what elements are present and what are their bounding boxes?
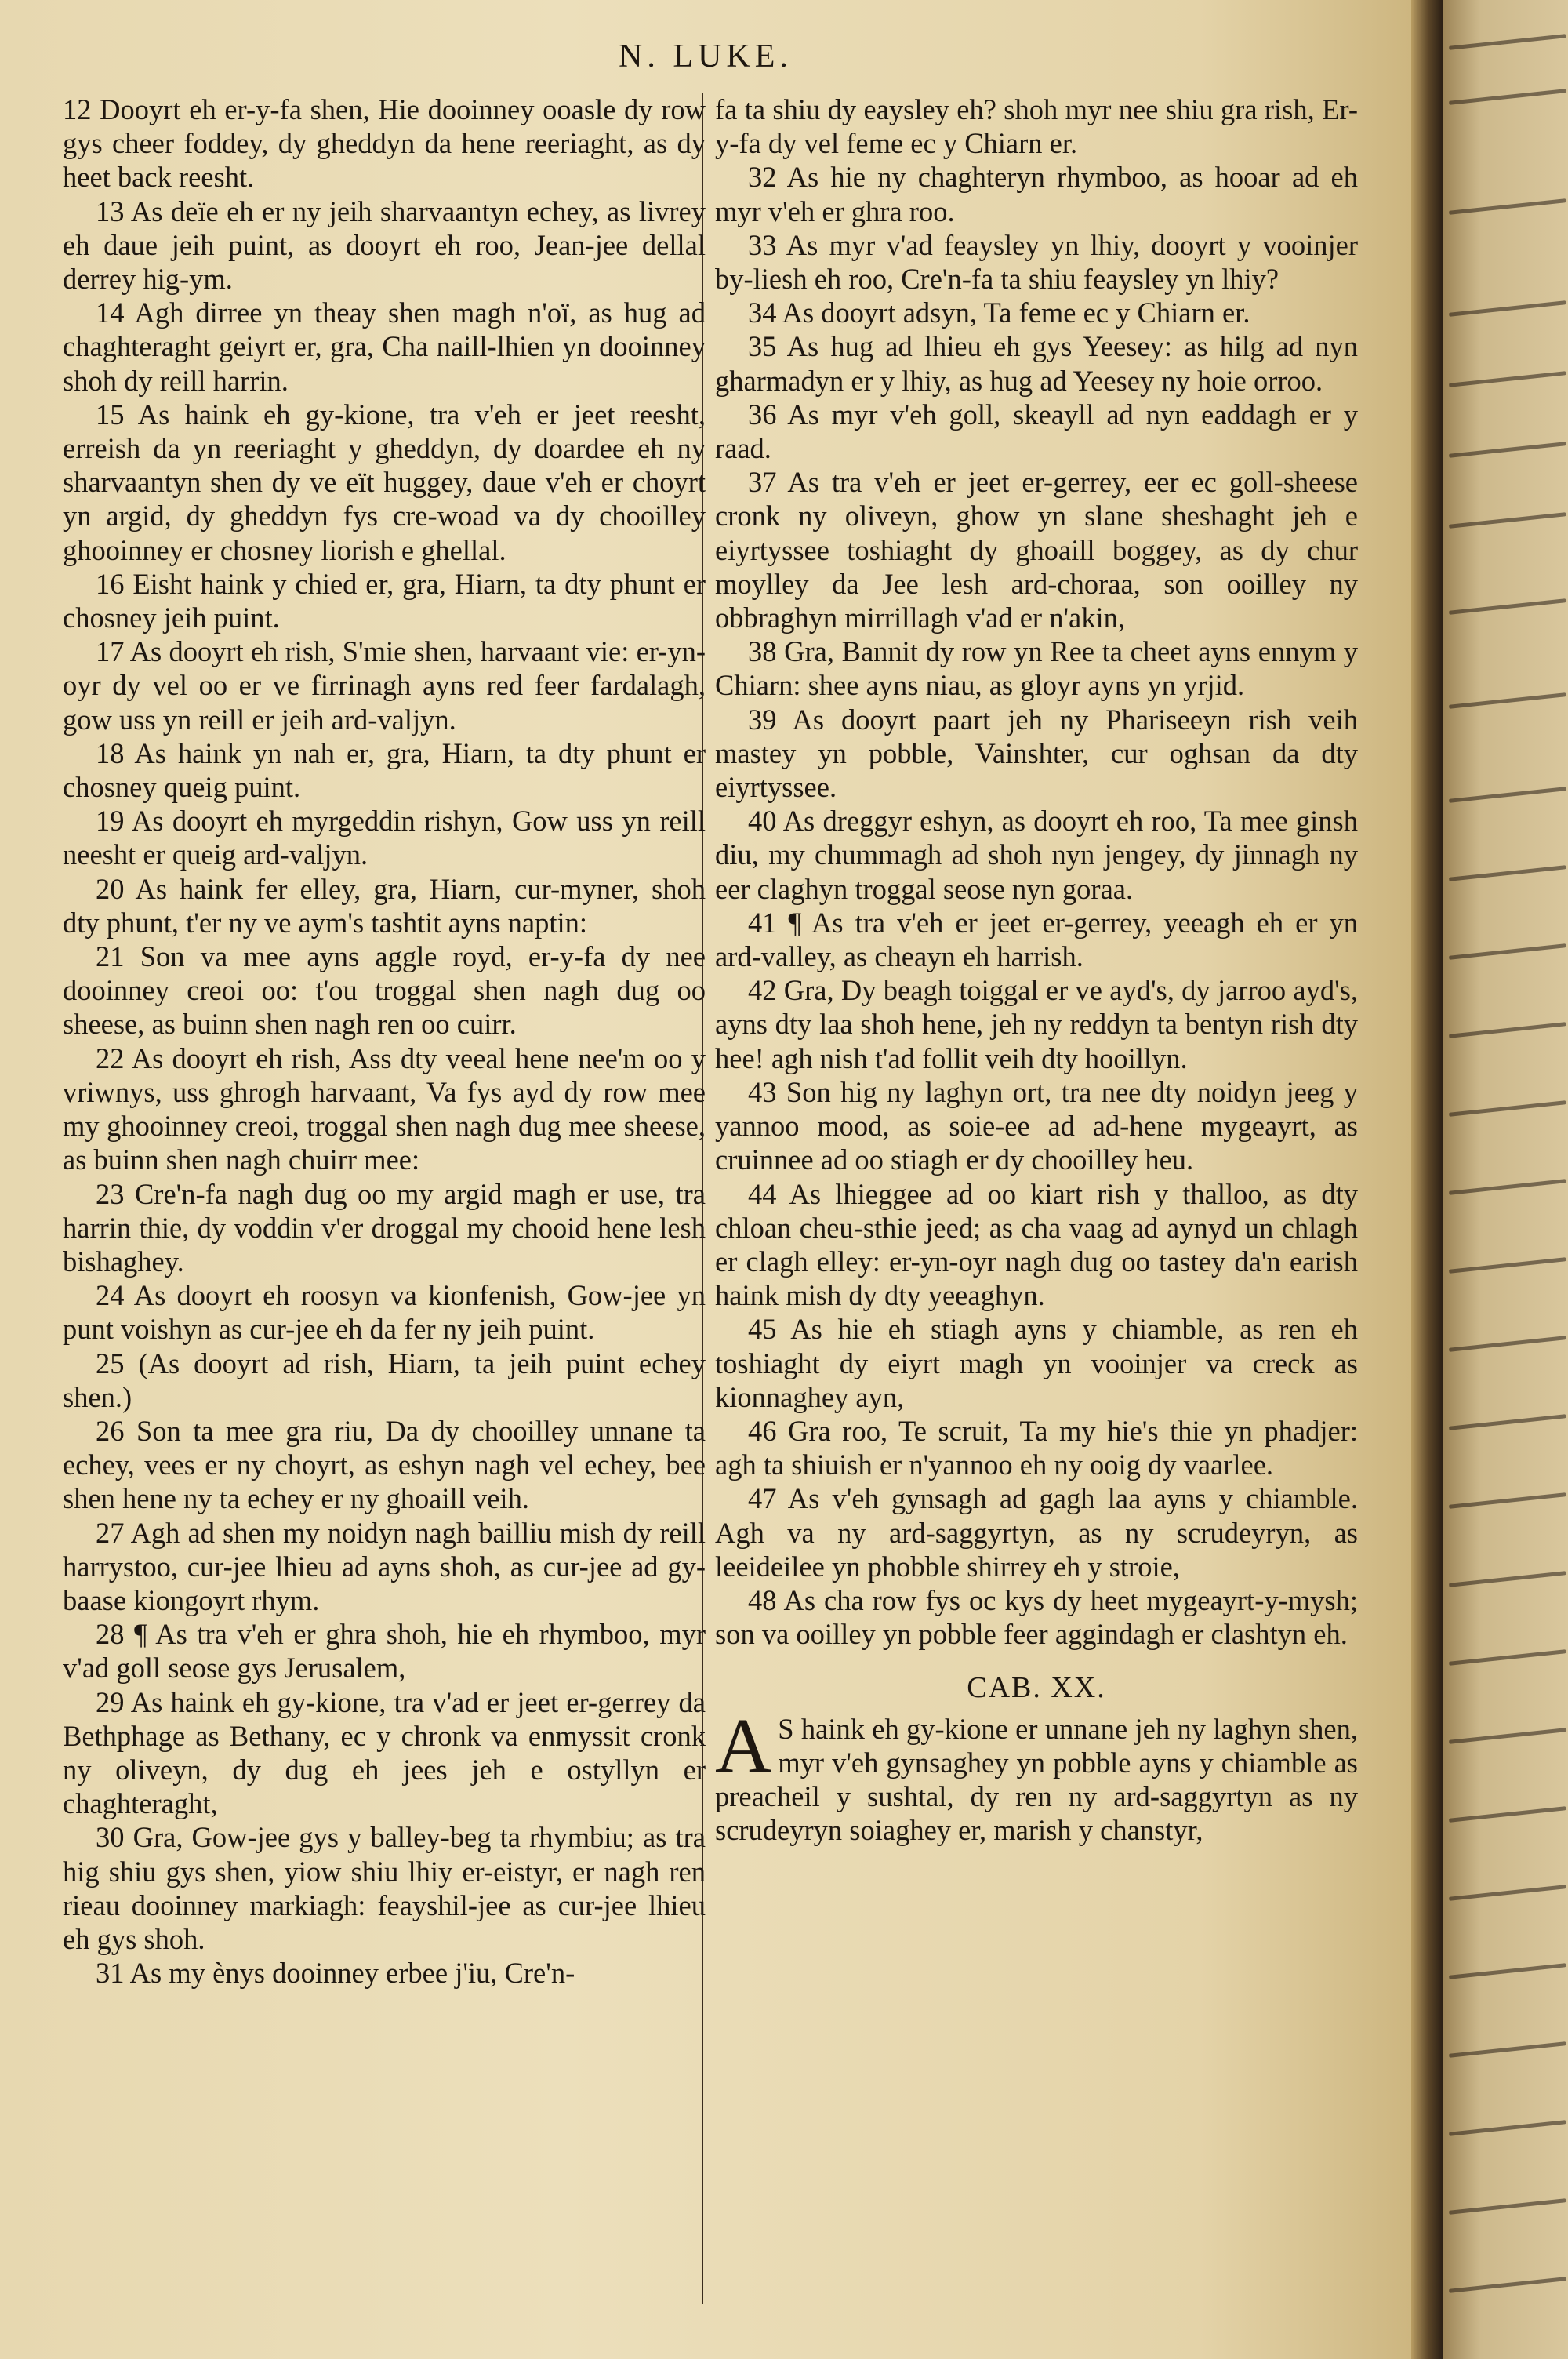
verse-39: 39 As dooyrt paart jeh ny Phariseeyn rish veih mastey yn pobble, Vainshter, cur oghsan da dty eiyrtyssee. [715, 703, 1358, 804]
verse-37: 37 As tra v'eh er jeet er-gerrey, eer ec goll-sheese cronk ny oliveyn, ghow yn slane sheshaght jeh e eiyrtyssee toshiaght dy ghoaill boggey, as dy chur moylley da Jee lesh ard-choraa, son ooilley ny obbraghyn mirrillagh v'ad er n'akin, [715, 466, 1358, 634]
facing-text-line [1448, 433, 1567, 469]
chapter-heading: CAB. XX. [967, 1671, 1106, 1705]
chapter-opening-text: S haink eh gy-kione er unnane jeh ny laghyn shen, myr v'eh gynsaghey yn pobble ayns y chiamble as preacheil y sushtal, dy ren ny ard-saggyrtyn as ny scrudeyryn soiaghey er, marish y chanstyr, [715, 1712, 1358, 1847]
verse-18: 18 As haink yn nah er, gra, Hiarn, ta dty phunt er chosney queig puint. [63, 736, 706, 804]
verse-42: 42 Gra, Dy beagh toiggal er ve ayd's, dy jarroo ayd's, ayns dty laa shoh hene, jeh ny reddyn ta bentyn rish dty hee! agh nish t'ad follit veih dty hooillyn. [715, 974, 1358, 1074]
verse-36: 36 As myr v'eh goll, skeayll ad nyn eaddagh er y raad. [715, 398, 1358, 465]
facing-text-line [1448, 778, 1567, 814]
verse-41: 41 ¶ As tra v'eh er jeet er-gerrey, yeeagh eh er yn ard-valley, as cheayn eh harrish. [715, 906, 1358, 973]
facing-text-line [1448, 25, 1567, 61]
verse-47: 47 As v'eh gynsagh ad gagh laa ayns y chiamble. Agh va ny ard-saggyrtyn, as ny scrudeyryn, as leeideilee yn phobble shirrey eh y stroie, [715, 1482, 1358, 1583]
verse-25: 25 (As dooyrt ad rish, Hiarn, ta jeih puint echey shen.) [63, 1347, 706, 1413]
verse-13: 13 As deïe eh er ny jeih sharvaantyn echey, as livrey eh daue jeih puint, as dooyrt eh roo, Jean-jee dellal derrey hig-ym. [63, 194, 706, 296]
facing-text-line [1448, 503, 1567, 540]
facing-text-line [1448, 856, 1567, 892]
facing-text-line [1448, 2190, 1567, 2226]
verse-20: 20 As haink fer elley, gra, Hiarn, cur-myner, shoh dty phunt, t'er ny ve aym's tashtit ayns naptin: [63, 872, 706, 939]
facing-text-line [1448, 80, 1567, 116]
verse-33: 33 As myr v'ad feaysley yn lhiy, dooyrt y vooinjer by-liesh eh roo, Cre'n-fa ta shiu feaysley yn lhiy? [715, 228, 1358, 296]
verse-17: 17 As dooyrt eh rish, S'mie shen, harvaant vie: er-yn-oyr dy vel oo er ve firrinagh ayns red feer fardalagh, gow uss yn reill er jeih ard-valjyn. [63, 635, 706, 736]
chapter-opening [715, 1701, 1358, 1848]
facing-text-line [1448, 1641, 1567, 1677]
facing-text-line [1448, 1562, 1567, 1598]
verse-12: 12 Dooyrt eh er-y-fa shen, Hie dooinney ooasle dy row gys cheer foddey, dy gheddyn da hene reeriaght, as dy heet back reesht. [63, 93, 706, 194]
verse-43: 43 Son hig ny laghyn ort, tra nee dty noidyn jeeg y yannoo mood, as soie-ee ad ad-hene mygeayrt, as cruinnee ad oo stiagh er dy chooilley heu. [715, 1075, 1358, 1176]
verse-21: 21 Son va mee ayns aggle royd, er-y-fa dy nee dooinney creoi oo: t'ou troggal shen nagh dug oo sheese, as buinn shen nagh ren oo cuirr. [63, 940, 706, 1041]
facing-text-line [1448, 1484, 1567, 1520]
verse-27: 27 Agh ad shen my noidyn nagh bailliu mish dy reill harrystoo, cur-jee lhieu ad ayns shoh, as cur-jee ad gy-baase kiongoyrt rhym. [63, 1516, 706, 1616]
verse-48: 48 As cha row fys oc kys dy heet mygeayrt-y-mysh; son va ooilley yn pobble feer aggindagh er clashtyn eh. [715, 1583, 1358, 1651]
drop-cap: A [715, 1701, 772, 1789]
right-column [715, 93, 1358, 1847]
verse-30: 30 Gra, Gow-jee gys y balley-beg ta rhymbiu; as tra hig shiu gys shen, yiow shiu lhiy er-eistyr, er nagh ren rieau dooinney markiagh: feayshil-jee as cur-jee lhieu eh gys shoh. [63, 1821, 706, 1955]
verse-14: 14 Agh dirree yn theay shen magh n'oï, as hug ad chaghteraght geiyrt er, gra, Cha naill-lhien yn dooinney shoh dy reill harrin. [63, 296, 706, 397]
verse-24: 24 As dooyrt eh roosyn va kionfenish, Gow-jee yn punt voishyn as cur-jee eh da fer ny jeih puint. [63, 1279, 706, 1346]
facing-text-line [1448, 2033, 1567, 2069]
verse-46: 46 Gra roo, Te scruit, Ta my hie's thie yn phadjer: agh ta shiuish er n'yannoo eh ny ooig dy vaarlee. [715, 1414, 1358, 1481]
facing-text-line [1448, 362, 1567, 398]
facing-text-line [1448, 292, 1567, 328]
facing-text-line [1448, 1405, 1567, 1441]
facing-text-line [1448, 684, 1567, 720]
facing-page-edge [1443, 0, 1568, 2359]
verse-44: 44 As lhieggee ad oo kiart rish y thalloo, as dty chloan cheu-sthie jeed; as cha vaag ad aynyd un chlagh er clagh elley: er-yn-oyr nagh dug oo tastey da'n earish haink mish dy dty yeeaghyn. [715, 1177, 1358, 1312]
verse-45: 45 As hie eh stiagh ayns y chiamble, as ren eh toshiaght dy eiyrt magh yn vooinjer va creck as kionnaghey ayn, [715, 1313, 1358, 1413]
left-column [63, 93, 706, 1990]
facing-text-line [1448, 1013, 1567, 1049]
verse-19: 19 As dooyrt eh myrgeddin rishyn, Gow uss yn reill neesht er queig ard-valjyn. [63, 805, 706, 871]
verse-31-start: 31 As my ènys dooinney erbee j'iu, Cre'n- [96, 1957, 575, 1990]
facing-text-line [1448, 1249, 1567, 1285]
verse-16: 16 Eisht haink y chied er, gra, Hiarn, ta dty phunt er chosney jeih puint. [63, 567, 706, 634]
verse-32: 32 As hie ny chaghteryn rhymboo, as hooar ad eh myr v'eh er ghra roo. [715, 161, 1358, 227]
verse-29: 29 As haink eh gy-kione, tra v'ad er jeet er-gerrey da Bethphage as Bethany, ec y chronk va enmyssit cronk ny oliveyn, dy dug eh jees jeh e ostyllyn er chaghteraght, [63, 1685, 706, 1820]
facing-text-line [1448, 2268, 1567, 2304]
verse-35: 35 As hug ad lhieu eh gys Yeesey: as hilg ad nyn gharmadyn er y lhiy, as hug ad Yeesey ny hoie orroo. [715, 330, 1358, 397]
verse-15: 15 As haink eh gy-kione, tra v'eh er jeet reesht, erreish da yn reeriaght y gheddyn, dy doardee eh ny sharvaantyn shen dy ve eït huggey, daue v'eh er choyrt yn argid, dy gheddyn fys cre-woad va dy chooilley ghooinney er chosney liorish e ghellal. [63, 398, 706, 566]
facing-text-line [1448, 1876, 1567, 1912]
verse-40: 40 As dreggyr eshyn, as dooyrt eh roo, Ta mee ginsh diu, my chummagh ad shoh nyn jengey, dy jinnagh ny eer claghyn troggal seose nyn goraa. [715, 805, 1358, 905]
verse-28: 28 ¶ As tra v'eh er ghra shoh, hie eh rhymboo, myr v'ad goll seose gys Jerusalem, [63, 1618, 706, 1685]
verse-38: 38 Gra, Bannit dy row yn Ree ta cheet ayns ennym y Chiarn: shee ayns niau, as gloyr ayns yn yrjid. [715, 635, 1358, 702]
book-gutter [1411, 0, 1443, 2359]
facing-text-line [1448, 590, 1567, 626]
verse-34: 34 As dooyrt adsyn, Ta feme ec y Chiarn er. [748, 296, 1250, 329]
verse-23: 23 Cre'n-fa nagh dug oo my argid magh er use, tra harrin thie, dy voddin v'er droggal my chooid hene lesh bishaghey. [63, 1177, 706, 1278]
facing-text-line [1448, 1170, 1567, 1206]
facing-text-line [1448, 1327, 1567, 1363]
facing-text-line [1448, 190, 1567, 226]
verse-22: 22 As dooyrt eh rish, Ass dty veeal hene nee'm oo y vriwnys, uss ghrogh harvaant, Va fys ayd dy row mee my ghooinney creoi, troggal shen nagh dug mee sheese, as buinn shen nagh chuirr mee: [63, 1041, 706, 1176]
verse-26: 26 Son ta mee gra riu, Da dy chooilley unnane ta echey, vees er ny choyrt, as eshyn nagh vel echey, bee shen hene ny ta echey er ny ghoaill veih. [63, 1414, 706, 1515]
facing-text-line [1448, 935, 1567, 971]
facing-text-line [1448, 2111, 1567, 2147]
facing-text-line [1448, 1954, 1567, 1990]
verse-31-end: fa ta shiu dy eaysley eh? shoh myr nee shiu gra rish, Er-y-fa dy vel feme ec y Chiarn er. [715, 93, 1358, 160]
facing-text-line [1448, 1092, 1567, 1128]
running-header: N. LUKE. [619, 38, 793, 75]
facing-text-line [1448, 1797, 1567, 1834]
facing-text-line [1448, 1719, 1567, 1755]
